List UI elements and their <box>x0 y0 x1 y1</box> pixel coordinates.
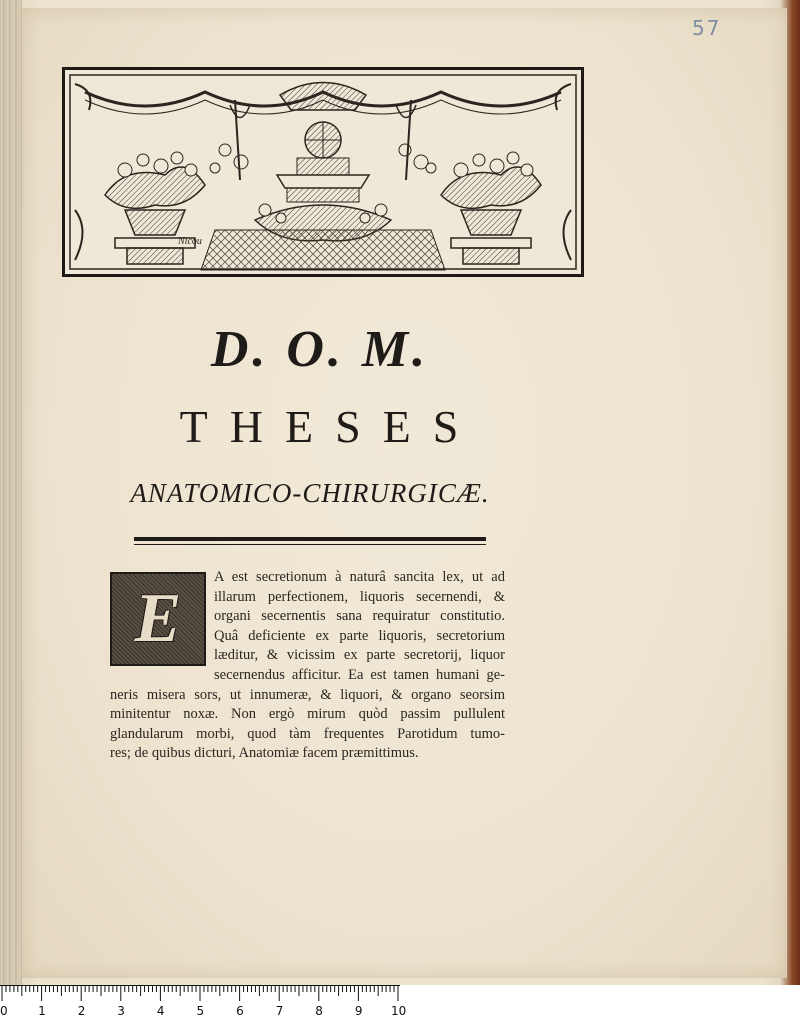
body-line: organi secernentis sana requiratur constitutio. <box>214 608 505 625</box>
body-line: illarum perfectionem, liquoris secernendi, & <box>214 588 505 605</box>
body-line: læditur, & vicissim ex parte secretorij, liquor <box>214 647 505 664</box>
body-line: minitentur noxæ. Non ergò mirum quòd passim pullulent <box>110 706 505 723</box>
body-line: res; de quibus dicturi, Anatomiæ facem præmittimus. <box>110 745 419 762</box>
ruler-label: 10 <box>391 1004 407 1018</box>
body-line: Quâ deficiente ex parte liquoris, secretorium <box>214 627 505 644</box>
body-line: secernendus afficitur. Ea est tamen humani ge- <box>214 666 505 683</box>
ruler-label: 0 <box>0 1004 8 1018</box>
body-line: A est secretionum à naturâ sancita lex, ut ad <box>214 569 505 585</box>
ornament-engraving <box>65 70 581 274</box>
ruler-label: 5 <box>196 1004 205 1018</box>
title-dom: D. O. M. <box>210 321 430 378</box>
ruler-label: 7 <box>275 1004 284 1018</box>
ruler-label: 1 <box>38 1004 46 1018</box>
body-paragraph <box>110 568 505 764</box>
title-subtitle: ANATOMICO-CHIRURGICÆ. <box>130 478 490 508</box>
title-theses: THESES <box>179 401 481 452</box>
ruler-label: 2 <box>77 1004 86 1018</box>
ruler-label: 8 <box>315 1004 323 1018</box>
body-line: neris misera sors, ut innumeræ, & liquori, & organo seorsim <box>110 686 505 703</box>
engraver-signature: Nicou <box>178 236 202 247</box>
headpiece-ornament <box>62 67 584 277</box>
folio-number: 57 <box>692 16 722 40</box>
body-line: glandularum morbi, quod tàm frequentes Parotidum tumo- <box>110 725 505 742</box>
double-rule-divider <box>134 537 486 547</box>
drop-cap-letter: E <box>134 580 182 657</box>
ruler-ticks <box>0 985 400 1005</box>
ruler-label: 4 <box>156 1004 165 1018</box>
ruler-label: 9 <box>354 1004 363 1018</box>
ruler-label: 6 <box>236 1004 244 1018</box>
ruler-label: 3 <box>117 1004 125 1018</box>
